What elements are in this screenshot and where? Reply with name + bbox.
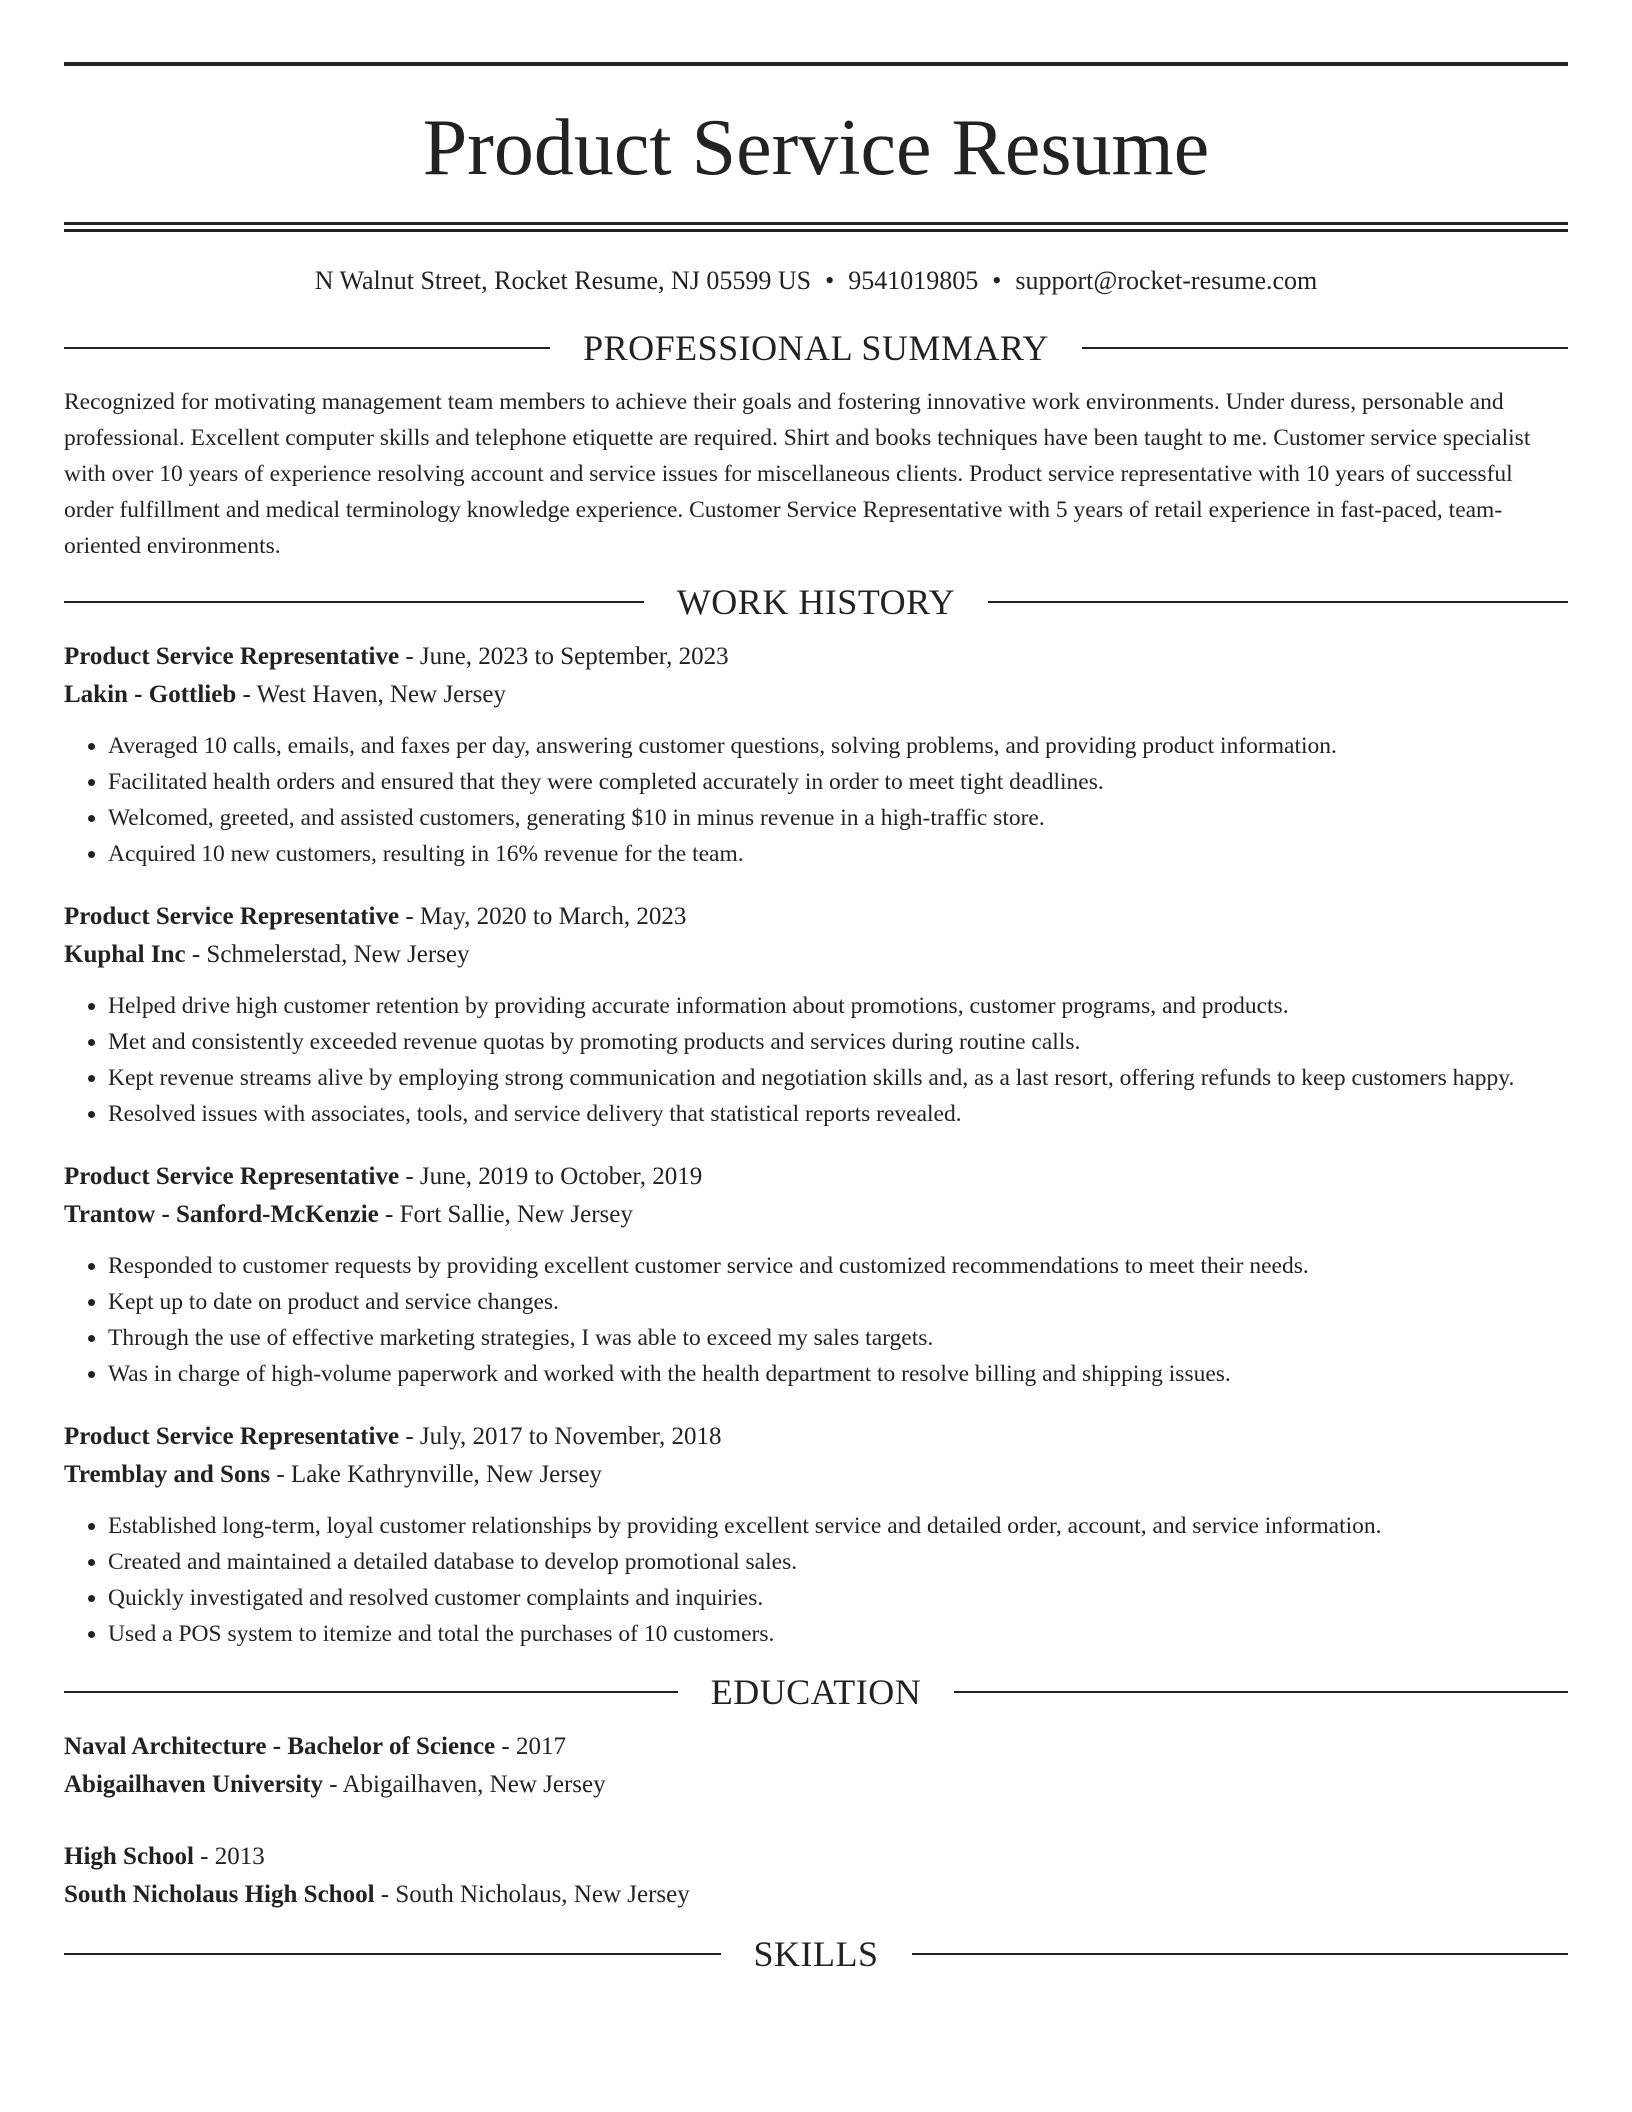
job-bullet: • Averaged 10 calls, emails, and faxes per day, answering customer questions, solving problems, and providing product information. [108, 728, 1568, 764]
job-title-line [64, 898, 1568, 936]
job-bullet: • Met and consistently exceeded revenue quotas by promoting products and services during routine calls. [108, 1024, 1568, 1060]
job-title-line [64, 638, 1568, 676]
job-location: - West Haven, New Jersey [236, 681, 506, 708]
job-bullet: • Was in charge of high-volume paperwork and worked with the health department to resolve billing and shipping issues. [108, 1356, 1568, 1392]
job-bullet: • Used a POS system to itemize and total the purchases of 10 customers. [108, 1616, 1568, 1652]
job-bullets [64, 728, 1568, 872]
job-bullets [64, 1248, 1568, 1392]
section-heading-summary [64, 326, 1568, 370]
contact-phone: 9541019805 [848, 266, 979, 295]
education-year: - 2017 [495, 1733, 566, 1760]
job-bullet: • Kept revenue streams alive by employing strong communication and negotiation skills and, as a last resort, offering refunds to keep customers happy. [108, 1060, 1568, 1096]
contact-separator: • [825, 266, 835, 295]
section-heading-work [64, 580, 1568, 624]
education-school-line [64, 1876, 1568, 1914]
job-bullet: • Established long-term, loyal customer relationships by providing excellent service and detailed order, account, and service information. [108, 1508, 1568, 1544]
heading-rule [1082, 347, 1568, 349]
job-entry [64, 1158, 1568, 1392]
job-title: Product Service Representative [64, 1423, 400, 1450]
education-degree: High School [64, 1843, 194, 1870]
title-double-rule [64, 222, 1568, 232]
heading-rule [64, 1953, 721, 1955]
job-company: Trantow - Sanford-McKenzie [64, 1201, 379, 1228]
job-bullet: • Facilitated health orders and ensured that they were completed accurately in order to meet tight deadlines. [108, 764, 1568, 800]
section-heading-education [64, 1670, 1568, 1714]
job-title-line [64, 1158, 1568, 1196]
heading-rule [64, 347, 550, 349]
job-location: - Schmelerstad, New Jersey [185, 941, 470, 968]
job-bullet: • Welcomed, greeted, and assisted customers, generating $10 in minus revenue in a high-traffic store. [108, 800, 1568, 836]
job-company-line [64, 676, 1568, 714]
contact-separator: • [992, 266, 1002, 295]
job-dates: - July, 2017 to November, 2018 [399, 1423, 722, 1450]
job-entry [64, 898, 1568, 1132]
education-degree: Naval Architecture - Bachelor of Science [64, 1733, 496, 1760]
job-dates: - June, 2019 to October, 2019 [399, 1163, 703, 1190]
contact-line [64, 264, 1568, 298]
job-company: Lakin - Gottlieb [64, 681, 237, 708]
job-bullet: • Created and maintained a detailed database to develop promotional sales. [108, 1544, 1568, 1580]
job-company-line [64, 1456, 1568, 1494]
section-title-education: EDUCATION [710, 1672, 922, 1712]
contact-email: support@rocket-resume.com [1015, 266, 1318, 295]
education-location: - South Nicholaus, New Jersey [374, 1881, 690, 1908]
job-entry [64, 638, 1568, 872]
job-location: - Lake Kathrynville, New Jersey [270, 1461, 602, 1488]
job-bullet: • Kept up to date on product and service changes. [108, 1284, 1568, 1320]
education-school-line [64, 1766, 1568, 1804]
education-location: - Abigailhaven, New Jersey [323, 1771, 606, 1798]
education-entry [64, 1728, 1568, 1804]
education-school: South Nicholaus High School [64, 1881, 375, 1908]
heading-rule [954, 1691, 1568, 1693]
heading-rule [64, 1691, 678, 1693]
job-location: - Fort Sallie, New Jersey [378, 1201, 633, 1228]
job-title: Product Service Representative [64, 1163, 400, 1190]
job-company-line [64, 1196, 1568, 1234]
job-company: Kuphal Inc [64, 941, 186, 968]
education-degree-line [64, 1838, 1568, 1876]
contact-address: N Walnut Street, Rocket Resume, NJ 05599 US [314, 266, 812, 295]
education-school: Abigailhaven University [64, 1771, 324, 1798]
job-title: Product Service Representative [64, 903, 400, 930]
job-bullets [64, 988, 1568, 1132]
resume-title: Product Service Resume [422, 104, 1210, 192]
job-title: Product Service Representative [64, 643, 400, 670]
education-entry [64, 1838, 1568, 1914]
section-title-summary: PROFESSIONAL SUMMARY [583, 328, 1049, 368]
job-bullet: • Acquired 10 new customers, resulting in 16% revenue for the team. [108, 836, 1568, 872]
job-bullets [64, 1508, 1568, 1652]
job-bullet: • Resolved issues with associates, tools, and service delivery that statistical reports revealed. [108, 1096, 1568, 1132]
job-bullet: • Responded to customer requests by providing excellent customer service and customized recommendations to meet their needs. [108, 1248, 1568, 1284]
heading-rule [64, 601, 644, 603]
job-bullet: • Quickly investigated and resolved customer complaints and inquiries. [108, 1580, 1568, 1616]
job-entry [64, 1418, 1568, 1652]
top-rule [64, 62, 1568, 66]
job-company: Tremblay and Sons [64, 1461, 271, 1488]
job-company-line [64, 936, 1568, 974]
section-heading-skills [64, 1932, 1568, 1976]
job-dates: - May, 2020 to March, 2023 [399, 903, 687, 930]
summary-text: Recognized for motivating management team members to achieve their goals and fostering innovative work environments. Under duress, personable and professional. Excellent computer skills and telephone etiquette are required. Shirt and books techniques have been taught to me. Customer service specialist with over 10 years of experience resolving account and service issues for miscellaneous clients. Product service representative with 10 years of successful order fulfillment and medical terminology knowledge experience. Customer Service Representative with 5 years of retail experience in fast-paced, team-oriented environments. [64, 389, 1531, 559]
section-title-work: WORK HISTORY [676, 582, 956, 622]
education-degree-line [64, 1728, 1568, 1766]
heading-rule [988, 601, 1568, 603]
job-dates: - June, 2023 to September, 2023 [399, 643, 729, 670]
job-title-line [64, 1418, 1568, 1456]
education-year: - 2013 [193, 1843, 265, 1870]
job-bullet: • Helped drive high customer retention by providing accurate information about promotions, customer programs, and products. [108, 988, 1568, 1024]
section-title-skills: SKILLS [753, 1934, 879, 1974]
heading-rule [912, 1953, 1569, 1955]
job-bullet: • Through the use of effective marketing strategies, I was able to exceed my sales targets. [108, 1320, 1568, 1356]
